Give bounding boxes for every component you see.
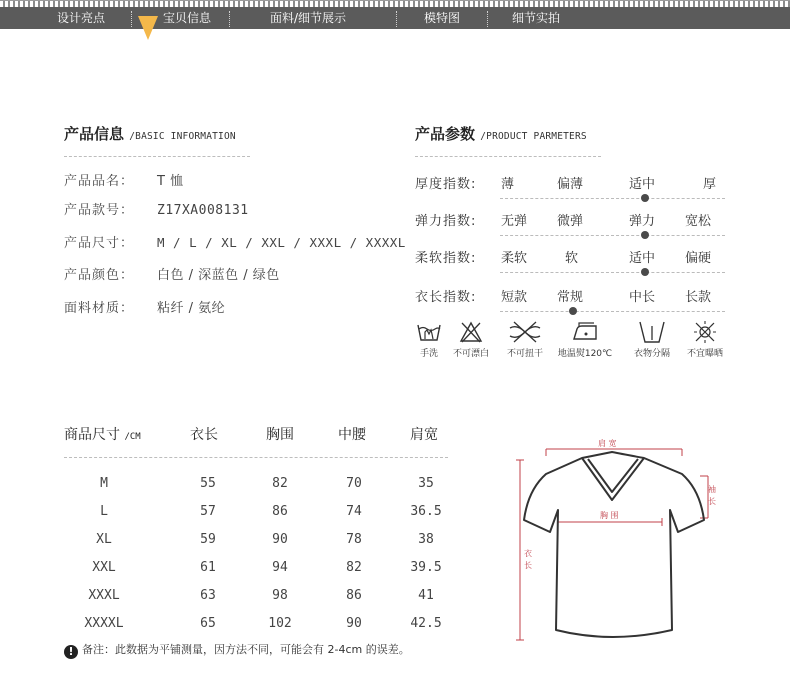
param-row-softness: 柔软指数: 柔软 软 适中 偏硬 (415, 247, 725, 269)
param-track (500, 272, 725, 273)
measurement-cell: 78 (346, 532, 362, 547)
measurement-cell: 86 (346, 588, 362, 603)
param-indicator (641, 268, 649, 276)
care-separate: 衣物分隔 (626, 320, 678, 359)
param-track (500, 235, 725, 236)
measurement-cell: 59 (200, 532, 216, 547)
measurement-cell: 63 (200, 588, 216, 603)
top-dotted-border (0, 0, 790, 7)
measurement-cell: 70 (346, 476, 362, 491)
measurement-cell: 102 (268, 616, 292, 631)
measurement-cell: 57 (200, 504, 216, 519)
divider (415, 156, 601, 157)
tshirt-measurement-diagram (512, 430, 722, 650)
measurement-cell: 65 (200, 616, 216, 631)
measurement-cell: 90 (346, 616, 362, 631)
no-sun-dry-icon (692, 320, 718, 344)
param-row-elasticity: 弹力指数: 无弹 微弹 弹力 宽松 (415, 210, 725, 232)
measurement-cell: 74 (346, 504, 362, 519)
info-row-material: 面料材质： 粘纤 / 氨纶 (64, 301, 226, 316)
size-table-header-chest: 胸围 (266, 427, 294, 443)
warning-icon: ! (64, 645, 78, 659)
size-cell: XXXXL (84, 616, 124, 631)
size-cell: XXL (92, 560, 116, 575)
nav-item-model[interactable]: 模特图 (424, 11, 461, 25)
param-indicator (641, 231, 649, 239)
care-no-wring: 不可扭干 (500, 320, 550, 359)
param-row-thickness: 厚度指数: 薄 偏薄 适中 厚 (415, 173, 725, 195)
care-no-sun: 不宜曝晒 (680, 320, 730, 359)
nav-separator (229, 11, 230, 27)
measurement-cell: 42.5 (410, 616, 442, 631)
no-wring-icon (508, 320, 542, 344)
measurement-cell: 39.5 (410, 560, 442, 575)
size-table-header-size: 商品尺寸 /CM (64, 427, 141, 443)
info-row-name: 产品品名： T 恤 (64, 174, 184, 189)
low-iron-icon (570, 320, 600, 344)
param-track (500, 198, 725, 199)
size-table-header-length: 衣长 (190, 427, 218, 443)
nav-separator (487, 11, 488, 27)
measurement-cell: 86 (272, 504, 288, 519)
care-low-iron: 地温熨120℃ (553, 320, 617, 359)
nav-separator (396, 11, 397, 27)
param-indicator (569, 307, 577, 315)
size-cell: XL (96, 532, 112, 547)
measurement-cell: 94 (272, 560, 288, 575)
measurement-cell: 55 (200, 476, 216, 491)
product-info-title: 产品信息 /BASIC INFORMATION (64, 125, 236, 143)
size-cell: L (100, 504, 108, 519)
divider (64, 457, 448, 458)
nav-separator (131, 11, 132, 27)
diagram-label-sleeve: 袖 长 (708, 485, 716, 506)
nav-item-fabric[interactable]: 面料/细节展示 (270, 11, 347, 25)
diagram-label-length: 衣 长 (524, 549, 532, 570)
info-row-style-no: 产品款号： Z17XA008131 (64, 203, 249, 218)
nav-item-detail[interactable]: 细节实拍 (512, 11, 561, 25)
product-params-title: 产品参数 /PRODUCT PARMETERS (415, 125, 587, 143)
measurement-note: ! 备注：此数据为平铺测量，因方法不同，可能会有 2-4cm 的误差。 (64, 641, 410, 659)
care-hand-wash: 手洗 (414, 320, 444, 359)
nav-bar (0, 7, 790, 29)
measurement-cell: 82 (346, 560, 362, 575)
measurement-cell: 35 (418, 476, 434, 491)
info-row-colors: 产品颜色： 白色 / 深蓝色 / 绿色 (64, 268, 280, 283)
active-nav-marker-icon (138, 16, 158, 40)
no-bleach-icon (458, 320, 484, 344)
separate-wash-icon (637, 320, 667, 344)
hand-wash-icon (416, 320, 442, 344)
param-row-length: 衣长指数: 短款 常规 中长 长款 (415, 286, 725, 308)
divider (64, 156, 250, 157)
nav-item-info[interactable]: 宝贝信息 (163, 11, 212, 25)
diagram-label-shoulder: 肩 宽 (598, 439, 617, 448)
measurement-cell: 90 (272, 532, 288, 547)
param-indicator (641, 194, 649, 202)
tshirt-outline-icon (512, 430, 722, 650)
size-table-header-shoulder: 肩宽 (410, 427, 438, 443)
size-table-header-waist: 中腰 (338, 427, 366, 443)
measurement-cell: 38 (418, 532, 434, 547)
nav-item-design[interactable]: 设计亮点 (57, 11, 106, 25)
measurement-cell: 36.5 (410, 504, 442, 519)
size-cell: XXXL (88, 588, 120, 603)
measurement-cell: 98 (272, 588, 288, 603)
diagram-label-chest: 胸 围 (600, 511, 619, 520)
measurement-cell: 61 (200, 560, 216, 575)
care-no-bleach: 不可漂白 (446, 320, 496, 359)
measurement-cell: 82 (272, 476, 288, 491)
param-track (500, 311, 725, 312)
info-row-sizes: 产品尺寸： M / L / XL / XXL / XXXL / XXXXL (64, 235, 406, 251)
measurement-cell: 41 (418, 588, 434, 603)
size-cell: M (100, 476, 108, 491)
